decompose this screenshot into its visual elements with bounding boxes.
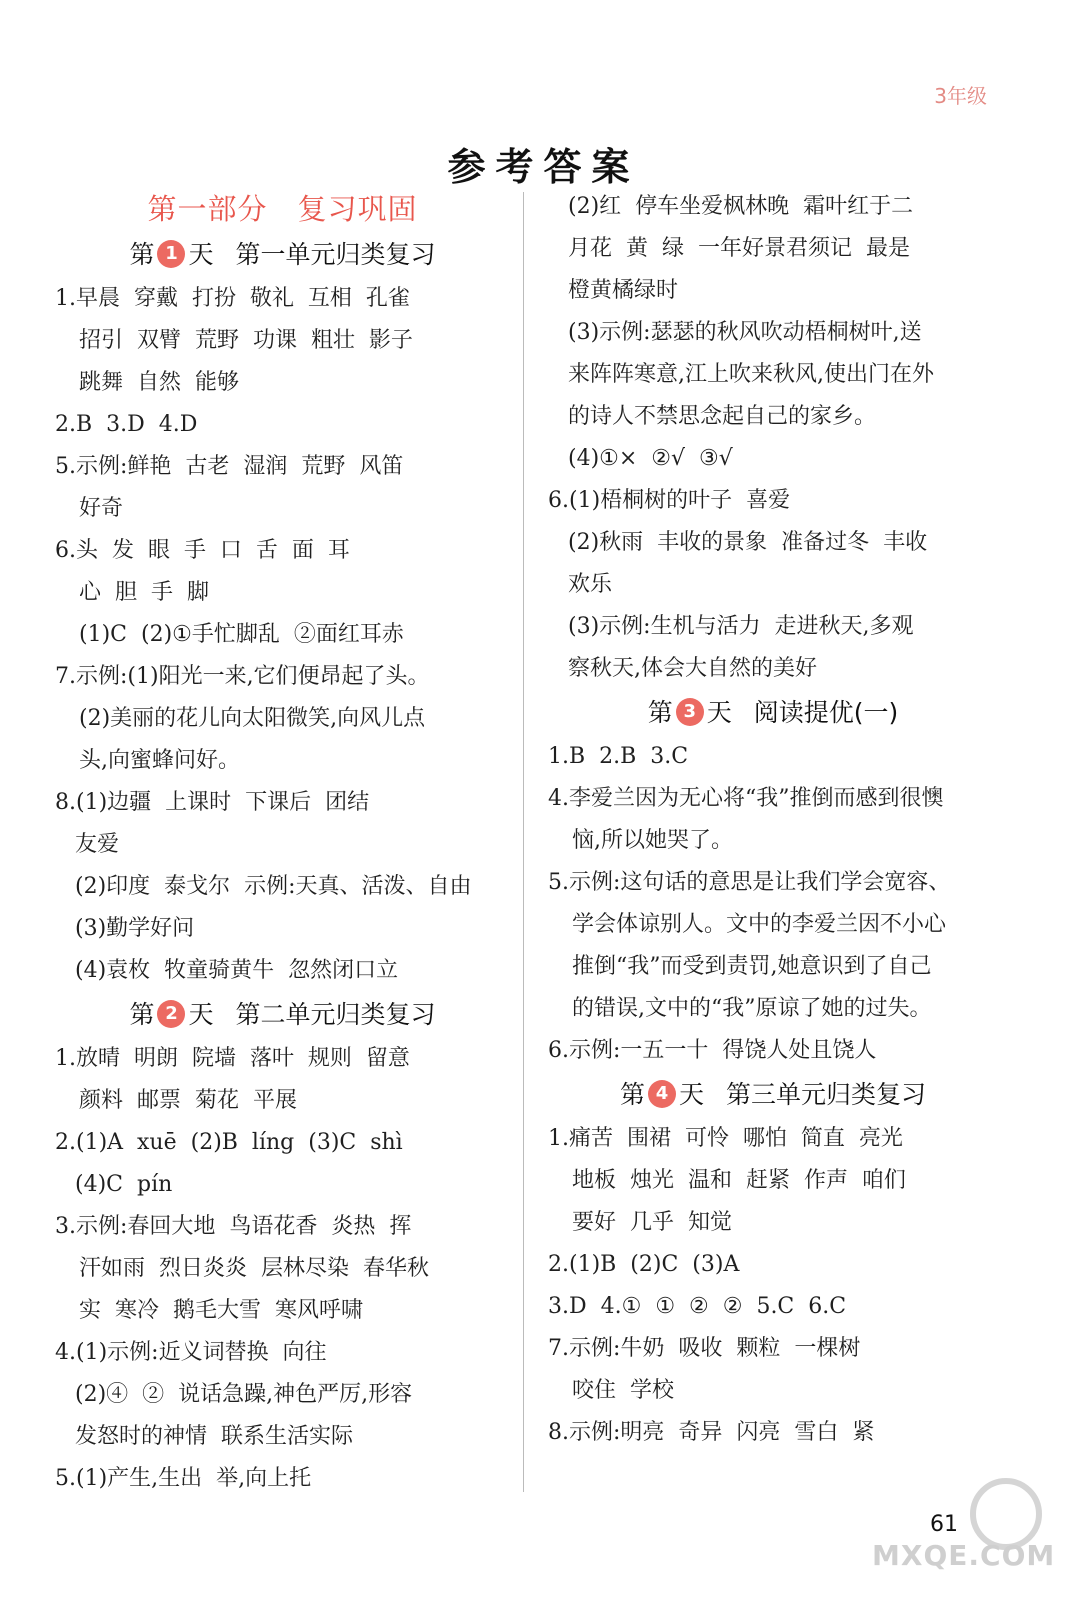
day-prefix: 第 — [129, 240, 155, 269]
answer-line: 2.(1)A xuē (2)B líng (3)C shì — [55, 1130, 403, 1155]
answer-line: (2)④ ② 说话急躁,神色严厉,形容 — [75, 1382, 413, 1407]
answer-line: 7.示例:(1)阳光一来,它们便昂起了头。 — [55, 664, 430, 689]
answer-line: (3)示例:生机与活力 走进秋天,多观 — [568, 614, 914, 639]
answer-line: 1.痛苦 围裙 可怜 哪怕 简直 亮光 — [548, 1126, 903, 1151]
grade-label: 3年级 — [934, 84, 987, 108]
answer-line: 要好 几乎 知觉 — [572, 1210, 732, 1235]
page-number: 61 — [930, 1512, 958, 1537]
day-unit-title: 第二单元归类复习 — [235, 1000, 436, 1029]
day-number-badge: 2 — [157, 1000, 185, 1028]
answer-line: 招引 双臂 荒野 功课 粗壮 影子 — [79, 328, 413, 353]
answer-line: 咬住 学校 — [572, 1378, 674, 1403]
day-suffix: 天 — [188, 240, 214, 269]
answer-line: 学会体谅别人。文中的李爱兰因不小心 — [572, 912, 947, 937]
answer-line: (4)袁枚 牧童骑黄牛 忽然闭口立 — [75, 958, 399, 983]
answer-line: (2)秋雨 丰收的景象 准备过冬 丰收 — [568, 530, 928, 555]
answer-line: (2)红 停车坐爱枫林晚 霜叶红于二 — [568, 194, 914, 219]
answer-line: 8.示例:明亮 奇异 闪亮 雪白 紧 — [548, 1420, 875, 1445]
answer-line: (4)C pín — [75, 1172, 173, 1197]
answer-line: 橙黄橘绿时 — [568, 278, 679, 303]
answer-line: 来阵阵寒意,江上吹来秋风,使出门在外 — [568, 362, 934, 387]
answer-line: 的错误,文中的“我”原谅了她的过失。 — [572, 996, 932, 1021]
answer-line: 2.(1)B (2)C (3)A — [548, 1252, 740, 1277]
answer-line: 4.(1)示例:近义词替换 向往 — [55, 1340, 327, 1365]
watermark — [872, 1478, 1064, 1578]
answer-line: 1.放晴 明朗 院墙 落叶 规则 留意 — [55, 1046, 410, 1071]
answer-line: 察秋天,体会大自然的美好 — [568, 656, 817, 681]
answer-line: 3.示例:春回大地 鸟语花香 炎热 挥 — [55, 1214, 412, 1239]
right-column — [548, 186, 998, 1454]
day-unit-title: 第三单元归类复习 — [726, 1080, 927, 1109]
day-prefix: 第 — [647, 698, 673, 727]
answer-line: 4.李爱兰因为无心将“我”推倒而感到很懊 — [548, 786, 944, 811]
day-unit-title: 阅读提优(一) — [753, 698, 899, 727]
day-number-badge: 3 — [676, 698, 704, 726]
day-suffix: 天 — [706, 698, 732, 727]
answer-line: 颜料 邮票 菊花 平展 — [79, 1088, 297, 1113]
watermark-text: MXQE.COM — [872, 1539, 1056, 1572]
answer-line: 发怒时的神情 联系生活实际 — [75, 1424, 353, 1449]
answer-line: 5.示例:这句话的意思是让我们学会宽容、 — [548, 870, 951, 895]
day-4-heading — [548, 1072, 998, 1118]
answer-line: 头,向蜜蜂问好。 — [79, 748, 240, 773]
answer-line: (1)C (2)①手忙脚乱 ②面红耳赤 — [79, 622, 404, 647]
answer-line: 友爱 — [75, 832, 120, 857]
day-2-heading — [55, 992, 510, 1038]
answer-line: 7.示例:牛奶 吸收 颗粒 一棵树 — [548, 1336, 861, 1361]
answer-line: 推倒“我”而受到责罚,她意识到了自己 — [572, 954, 932, 979]
day-number-badge: 1 — [157, 240, 185, 268]
answer-line: 1.早晨 穿戴 打扮 敬礼 互相 孔雀 — [55, 286, 410, 311]
answer-line: 好奇 — [79, 496, 124, 521]
answer-line: 地板 烛光 温和 赶紧 作声 咱们 — [572, 1168, 906, 1193]
day-unit-title: 第一单元归类复习 — [235, 240, 436, 269]
answer-line: 恼,所以她哭了。 — [572, 828, 733, 853]
part-number: 第一部分 — [147, 192, 268, 226]
day-prefix: 第 — [129, 1000, 155, 1029]
answer-line: 实 寒冷 鹅毛大雪 寒风呼啸 — [79, 1298, 363, 1323]
answer-line: (3)示例:瑟瑟的秋风吹动梧桐树叶,送 — [568, 320, 922, 345]
part-name: 复习巩固 — [297, 192, 418, 226]
answer-line: 月花 黄 绿 一年好景君须记 最是 — [568, 236, 910, 261]
answer-line: 8.(1)边疆 上课时 下课后 团结 — [55, 790, 370, 815]
answer-line: 2.B 3.D 4.D — [55, 412, 198, 437]
answer-line: 跳舞 自然 能够 — [79, 370, 239, 395]
left-column — [55, 186, 510, 1500]
answer-line: 汗如雨 烈日炎炎 层林尽染 春华秋 — [79, 1256, 429, 1281]
answer-line: 5.示例:鲜艳 古老 湿润 荒野 风笛 — [55, 454, 404, 479]
day-number-badge: 4 — [648, 1080, 676, 1108]
day-3-heading — [548, 690, 998, 736]
page-title: 参考答案 — [447, 145, 640, 189]
part-heading — [55, 186, 510, 232]
answer-line: 6.示例:一五一十 得饶人处且饶人 — [548, 1038, 877, 1063]
answer-line: (2)印度 泰戈尔 示例:天真、活泼、自由 — [75, 874, 472, 899]
answer-line: (3)勤学好问 — [75, 916, 195, 941]
day-suffix: 天 — [678, 1080, 704, 1109]
answer-line: (2)美丽的花儿向太阳微笑,向风儿点 — [79, 706, 426, 731]
answer-line: 6.(1)梧桐树的叶子 喜爱 — [548, 488, 791, 513]
answer-line: 心 胆 手 脚 — [79, 580, 209, 605]
day-prefix: 第 — [619, 1080, 645, 1109]
answer-line: 5.(1)产生,生出 举,向上托 — [55, 1466, 312, 1491]
answer-line: 3.D 4.① ① ② ② 5.C 6.C — [548, 1294, 847, 1319]
answer-line: 欢乐 — [568, 572, 613, 597]
answer-line: 的诗人不禁思念起自己的家乡。 — [568, 404, 877, 429]
day-1-heading — [55, 232, 510, 278]
answer-line: 1.B 2.B 3.C — [548, 744, 689, 769]
day-suffix: 天 — [188, 1000, 214, 1029]
column-divider — [523, 192, 524, 1492]
answer-line: 6.头 发 眼 手 口 舌 面 耳 — [55, 538, 350, 563]
answer-line: (4)①× ②√ ③√ — [568, 446, 733, 471]
